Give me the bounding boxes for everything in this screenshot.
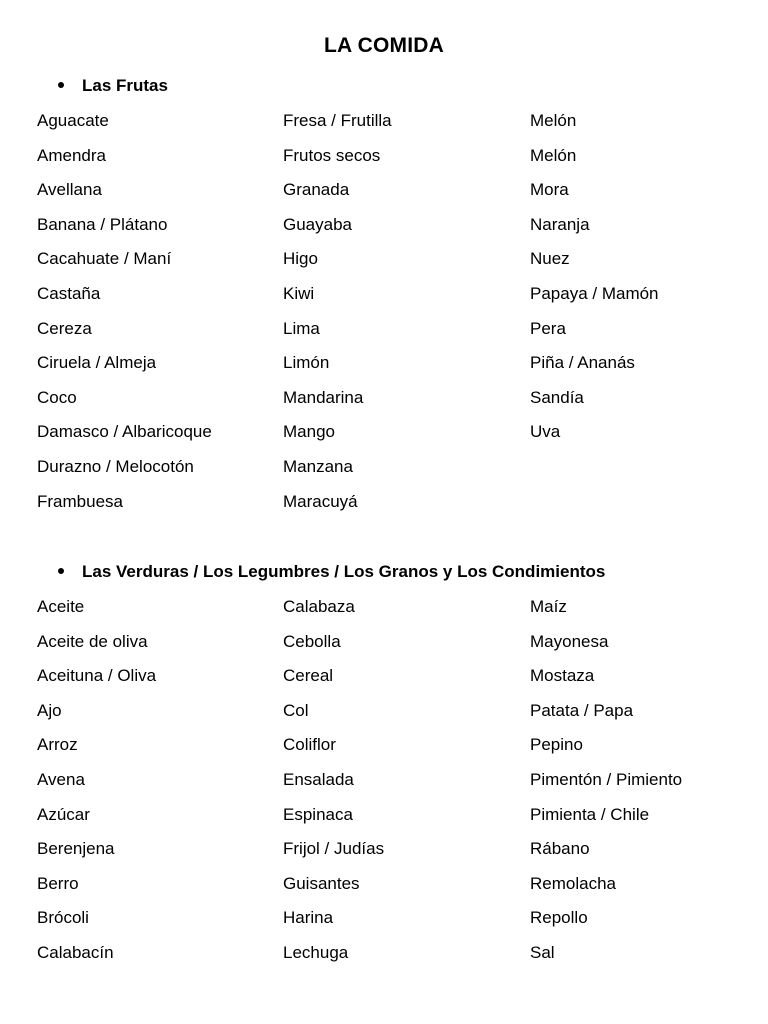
word-item: Nuez (530, 249, 570, 269)
word-item: Higo (283, 249, 318, 269)
word-item: Amendra (37, 145, 106, 165)
word-column (37, 110, 277, 525)
word-item: Brócoli (37, 908, 89, 928)
section-heading-verduras (58, 561, 605, 583)
word-item: Kiwi (283, 283, 315, 303)
word-item: Remolacha (530, 873, 616, 893)
word-item: Guayaba (283, 214, 352, 234)
word-item: Papaya / Mamón (530, 283, 659, 303)
page-title: LA COMIDA (323, 34, 444, 57)
word-item: Naranja (530, 214, 590, 234)
word-column (530, 110, 768, 456)
word-item: Cereal (283, 666, 334, 686)
section-heading-frutas (58, 75, 168, 97)
word-item: Azúcar (37, 804, 90, 824)
word-item: Aceite (37, 597, 85, 616)
bullet-icon (58, 82, 64, 88)
word-item: Frutos secos (283, 145, 381, 165)
word-item: Mora (530, 180, 569, 200)
word-item: Lima (283, 318, 320, 338)
section-heading-text: Las Verduras / Los Legumbres / Los Granos y Los Condimientos (82, 562, 606, 581)
word-item: Rábano (530, 839, 590, 859)
word-item: Mostaza (530, 666, 595, 686)
word-item: Calabaza (283, 597, 355, 616)
word-item: Frambuesa (37, 491, 123, 511)
word-item: Uva (530, 422, 561, 442)
word-item: Ajo (37, 700, 62, 720)
word-column (283, 110, 523, 525)
word-item: Pimentón / Pimiento (530, 769, 683, 789)
word-item: Melón (530, 145, 577, 165)
word-item: Cebolla (283, 631, 341, 651)
word-item: Avellana (37, 180, 102, 200)
word-item: Piña / Ananás (530, 353, 635, 373)
word-column (283, 596, 523, 977)
word-column (530, 596, 768, 977)
word-item: Castaña (37, 283, 101, 303)
word-item: Repollo (530, 908, 588, 928)
word-item: Patata / Papa (530, 700, 634, 720)
word-item: Guisantes (283, 873, 360, 893)
word-item: Avena (37, 769, 85, 789)
word-item: Maracuyá (283, 491, 358, 511)
bullet-icon (58, 568, 64, 574)
section-heading-text: Las Frutas (82, 76, 168, 95)
word-item: Coco (37, 387, 77, 407)
word-item: Berenjena (37, 839, 115, 859)
word-item: Col (283, 700, 309, 720)
word-item: Aceituna / Oliva (37, 666, 157, 686)
word-item: Granada (283, 180, 350, 200)
word-item: Durazno / Melocotón (37, 456, 194, 476)
word-item: Maíz (530, 597, 567, 616)
word-item: Calabacín (37, 942, 114, 962)
word-item: Harina (283, 908, 334, 928)
word-item: Espinaca (283, 804, 353, 824)
word-item: Aguacate (37, 111, 109, 130)
word-item: Sandía (530, 387, 584, 407)
word-item: Melón (530, 111, 577, 130)
word-item: Aceite de oliva (37, 631, 148, 651)
word-item: Fresa / Frutilla (283, 111, 392, 130)
word-item: Lechuga (283, 942, 349, 962)
word-item: Arroz (37, 735, 78, 755)
word-item: Frijol / Judías (283, 839, 385, 859)
word-item: Cereza (37, 318, 92, 338)
word-item: Berro (37, 873, 79, 893)
word-item: Cacahuate / Maní (37, 249, 172, 269)
word-item: Banana / Plátano (37, 214, 168, 234)
word-item: Ciruela / Almeja (37, 353, 157, 373)
word-item: Pera (530, 318, 566, 338)
word-column (37, 596, 277, 977)
word-item: Mandarina (283, 387, 364, 407)
word-item: Pimienta / Chile (530, 804, 650, 824)
word-item: Pepino (530, 735, 583, 755)
word-item: Mango (283, 422, 335, 442)
word-item: Sal (530, 942, 555, 962)
word-item: Manzana (283, 456, 353, 476)
word-item: Mayonesa (530, 631, 609, 651)
word-item: Coliflor (283, 735, 336, 755)
word-item: Damasco / Albaricoque (37, 422, 212, 442)
word-item: Ensalada (283, 769, 354, 789)
word-item: Limón (283, 353, 330, 373)
